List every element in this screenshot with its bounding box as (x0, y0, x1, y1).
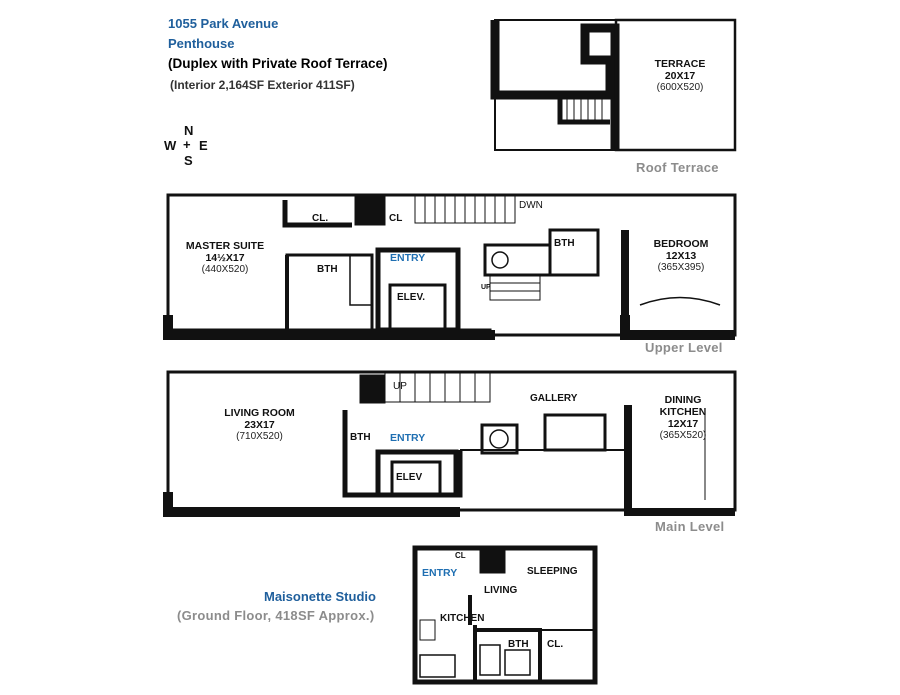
compass-east: E (199, 138, 208, 153)
living-room-label (212, 407, 307, 443)
living-room-dims: 23X17 (244, 419, 275, 431)
bedroom-metric: (365X395) (657, 262, 705, 273)
main-elevator: ELEV (396, 472, 423, 483)
compass-icon (162, 124, 214, 172)
terrace-name: TERRACE (654, 58, 706, 70)
building-address: 1055 Park Avenue (168, 16, 279, 31)
unit-description: (Duplex with Private Roof Terrace) (168, 56, 388, 71)
unit-area: (Interior 2,164SF Exterior 411SF) (170, 78, 355, 92)
master-suite-label (175, 240, 275, 276)
upper-bath-2: BTH (554, 238, 575, 249)
upper-entry: ENTRY (390, 252, 426, 264)
unit-name: Penthouse (168, 36, 235, 51)
living-room-name: LIVING ROOM (224, 407, 295, 419)
main-stair-up: UP (393, 381, 407, 392)
roof-level-label: Roof Terrace (636, 160, 719, 175)
upper-closet-2: CL (389, 213, 403, 224)
kitchen-name: KITCHEN (659, 406, 707, 418)
living-room-metric: (710X520) (236, 431, 283, 442)
upper-elevator: ELEV. (397, 292, 425, 303)
gallery-label: GALLERY (530, 393, 578, 404)
main-entry: ENTRY (390, 432, 426, 444)
terrace-dims: 20X17 (664, 70, 696, 82)
studio-entry: ENTRY (422, 567, 458, 579)
upper-bath-1: BTH (317, 264, 338, 275)
upper-stair-down: DWN (519, 200, 543, 211)
compass-south: S (184, 153, 193, 168)
upper-closet-1: CL. (312, 213, 329, 224)
master-suite-dims: 14½X17 (205, 252, 245, 264)
upper-level-label: Upper Level (645, 340, 723, 355)
master-suite-name: MASTER SUITE (185, 240, 265, 252)
compass-north: N (184, 123, 194, 138)
studio-closet-2: CL. (547, 639, 564, 650)
studio-subtitle: (Ground Floor, 418SF Approx.) (177, 608, 375, 623)
dining-kitchen-dims: 12X17 (667, 418, 699, 430)
compass-west: W (164, 138, 177, 153)
studio-bath: BTH (508, 639, 529, 650)
master-suite-metric: (440X520) (201, 264, 249, 275)
main-level-label: Main Level (655, 519, 725, 534)
dining-name: DINING (664, 394, 702, 406)
terrace-metric: (600X520) (656, 82, 704, 93)
studio-title: Maisonette Studio (264, 589, 376, 604)
studio-kitchen: KITCHEN (440, 613, 485, 624)
upper-stair-up: UP (481, 284, 491, 291)
bedroom-name: BEDROOM (653, 238, 709, 250)
dining-kitchen-metric: (365X520) (659, 430, 707, 441)
bedroom-dims: 12X13 (665, 250, 697, 262)
compass-center: + (183, 137, 191, 152)
studio-living: LIVING (484, 585, 518, 596)
bedroom-label (641, 238, 721, 274)
main-bath: BTH (350, 432, 371, 443)
studio-sleeping: SLEEPING (527, 566, 578, 577)
studio-closet-1: CL (455, 551, 466, 560)
terrace-label (640, 58, 720, 94)
dining-kitchen-label (643, 394, 723, 442)
